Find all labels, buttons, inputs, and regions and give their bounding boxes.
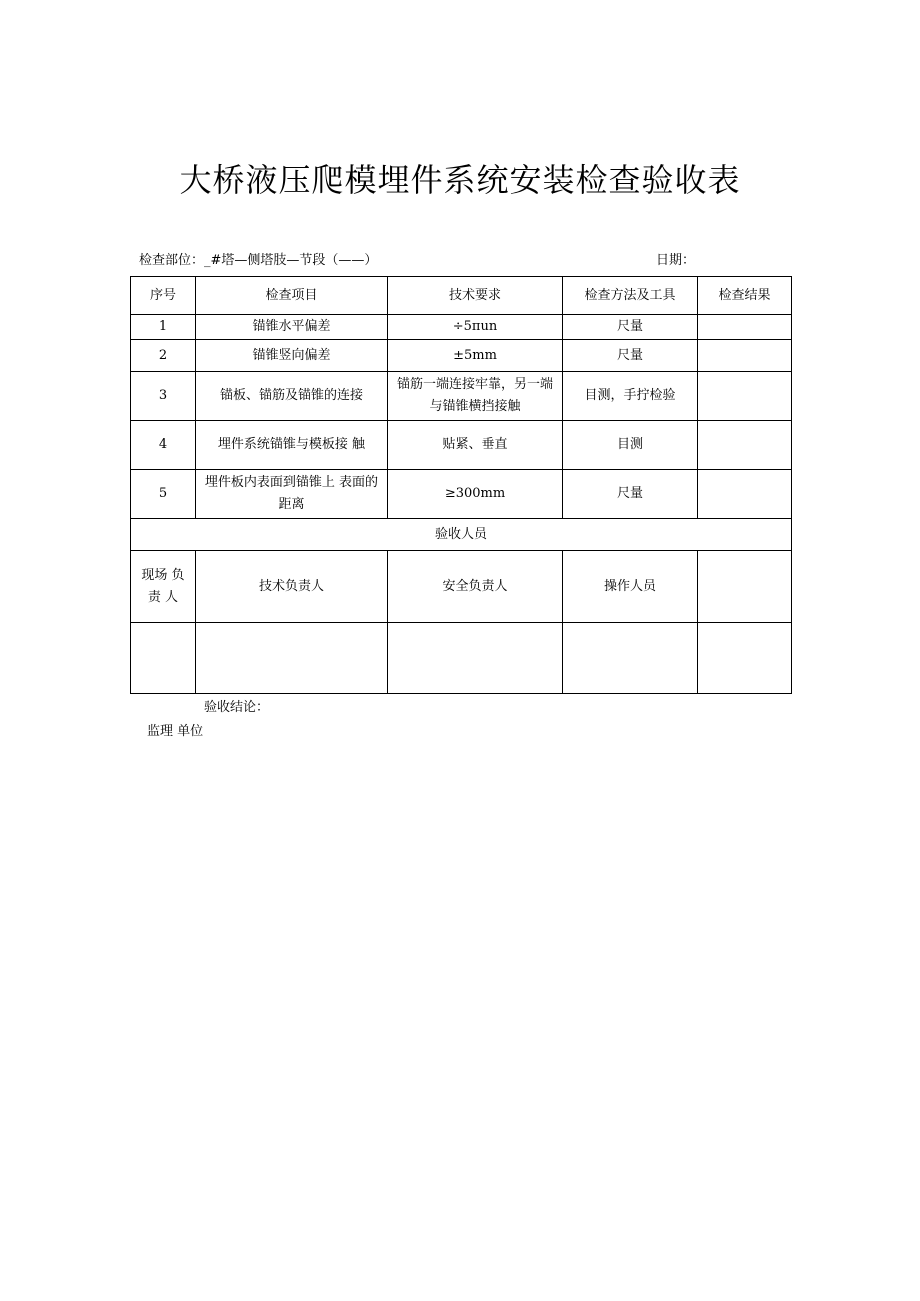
row-method: 目测 bbox=[563, 421, 698, 470]
row-no: 1 bbox=[131, 315, 196, 340]
row-result bbox=[698, 470, 792, 519]
signature-row bbox=[131, 623, 792, 694]
row-no: 4 bbox=[131, 421, 196, 470]
header-item: 检查项目 bbox=[196, 277, 388, 315]
row-item: 锚锥竖向偏差 bbox=[196, 340, 388, 372]
row-item: 埋件系统锚锥与模板接 触 bbox=[196, 421, 388, 470]
header-no: 序号 bbox=[131, 277, 196, 315]
row-method: 尺量 bbox=[563, 340, 698, 372]
row-result bbox=[698, 421, 792, 470]
inspection-table bbox=[130, 276, 792, 694]
row-requirement: ÷5πun bbox=[388, 315, 563, 340]
tech-manager-label: 技术负责人 bbox=[196, 551, 388, 623]
row-item: 埋件板内表面到锚锥上 表面的距离 bbox=[196, 470, 388, 519]
row-method: 尺量 bbox=[563, 470, 698, 519]
header-requirement: 技术要求 bbox=[388, 277, 563, 315]
row-requirement: 贴紧、垂直 bbox=[388, 421, 563, 470]
inspection-location: 检查部位：_#塔—侧塔肢—节段（——） bbox=[139, 253, 378, 268]
site-manager-label: 现场 负责 人 bbox=[131, 551, 196, 623]
row-method: 目测，手拧检验 bbox=[563, 372, 698, 421]
operator-label: 操作人员 bbox=[563, 551, 698, 623]
acceptance-personnel-label: 验收人员 bbox=[131, 519, 792, 551]
inspection-date: 日期： bbox=[656, 253, 696, 268]
row-requirement: ≥300mm bbox=[388, 470, 563, 519]
table-row bbox=[131, 315, 792, 340]
row-item: 锚板、锚筋及锚锥的连接 bbox=[196, 372, 388, 421]
signature-cell[interactable] bbox=[131, 623, 196, 694]
supervision-unit-label: 监理 单位 bbox=[147, 724, 204, 739]
table-row bbox=[131, 421, 792, 470]
table-row bbox=[131, 340, 792, 372]
personnel-row bbox=[131, 551, 792, 623]
personnel-extra-cell bbox=[698, 551, 792, 623]
table-header-row bbox=[131, 277, 792, 315]
row-method: 尺量 bbox=[563, 315, 698, 340]
row-result bbox=[698, 340, 792, 372]
row-no: 5 bbox=[131, 470, 196, 519]
row-item: 锚锥水平偏差 bbox=[196, 315, 388, 340]
acceptance-header-row bbox=[131, 519, 792, 551]
acceptance-conclusion-label: 验收结论： bbox=[204, 700, 270, 715]
row-no: 2 bbox=[131, 340, 196, 372]
row-requirement: 锚筋一端连接牢靠，另一端与锚锥横挡接触 bbox=[388, 372, 563, 421]
header-method: 检查方法及工具 bbox=[563, 277, 698, 315]
row-result bbox=[698, 372, 792, 421]
signature-cell[interactable] bbox=[698, 623, 792, 694]
safety-manager-label: 安全负责人 bbox=[388, 551, 563, 623]
signature-cell[interactable] bbox=[196, 623, 388, 694]
row-no: 3 bbox=[131, 372, 196, 421]
table-row bbox=[131, 372, 792, 421]
row-result bbox=[698, 315, 792, 340]
header-result: 检查结果 bbox=[698, 277, 792, 315]
row-requirement: ±5mm bbox=[388, 340, 563, 372]
table-row bbox=[131, 470, 792, 519]
signature-cell[interactable] bbox=[388, 623, 563, 694]
signature-cell[interactable] bbox=[563, 623, 698, 694]
document-title: 大桥液压爬模埋件系统安装检查验收表 bbox=[179, 161, 741, 199]
